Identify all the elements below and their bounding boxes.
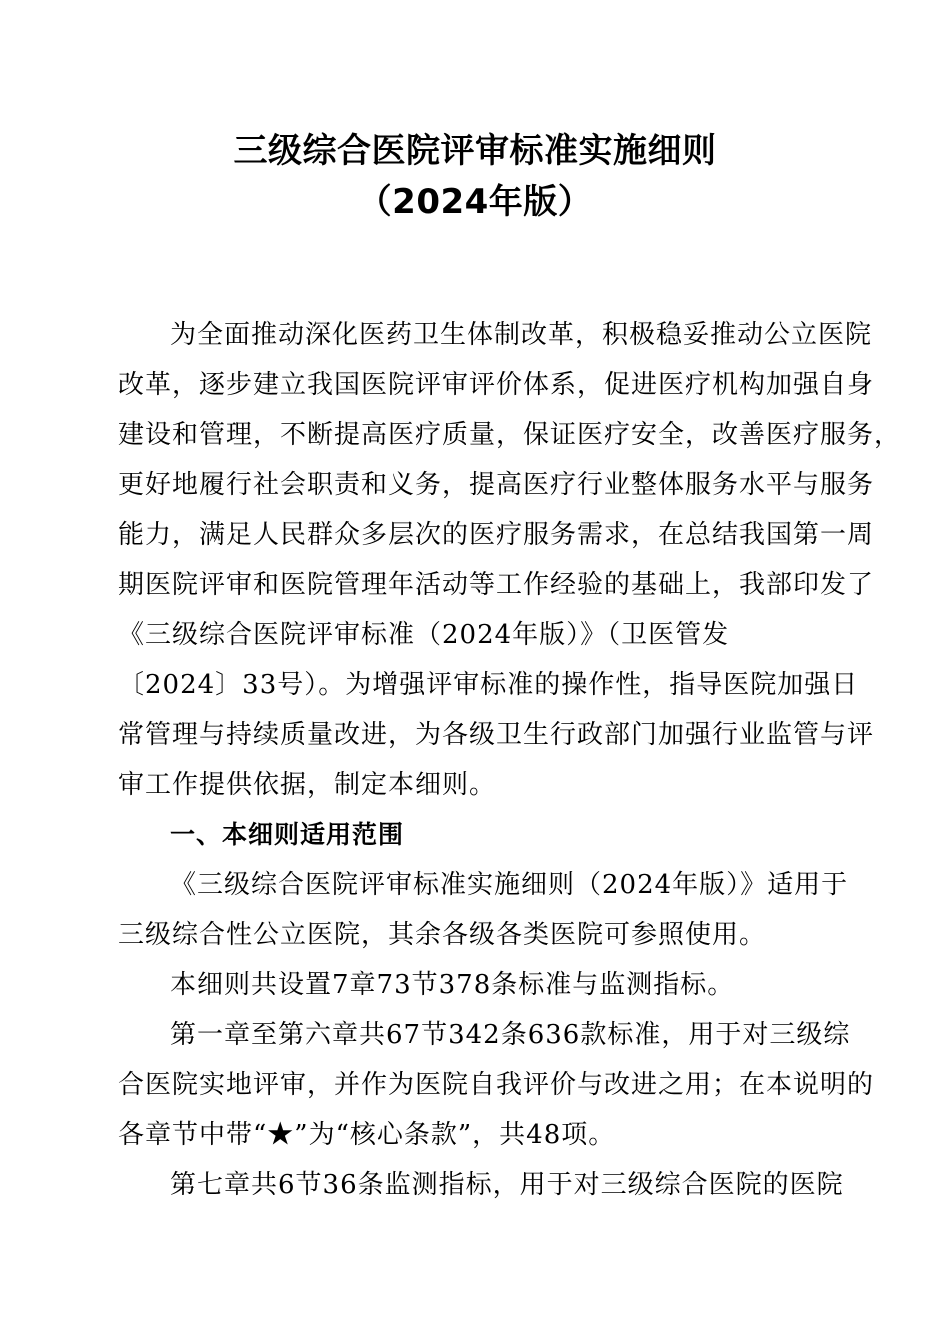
paragraph-line: 三级综合性公立医院，其余各级各类医院可参照使用。 <box>118 920 767 950</box>
document-subtitle: （2024年版） <box>357 182 593 222</box>
paragraph-line: 建设和管理，不断提高医疗质量，保证医疗安全，改善医疗服务， <box>118 420 902 450</box>
paragraph-line: 常管理与持续质量改进，为各级卫生行政部门加强行业监管与评 <box>118 720 875 750</box>
paragraph-line: 各章节中带“★”为“核心条款”，共48项。 <box>118 1120 616 1150</box>
paragraph-line: 能力，满足人民群众多层次的医疗服务需求，在总结我国第一周 <box>118 520 875 550</box>
document-title: 三级综合医院评审标准实施细则 <box>233 131 717 171</box>
paragraph-line: 《三级综合医院评审标准实施细则（2024年版）》适用于 <box>170 870 849 900</box>
paragraph-line: 第七章共6节36条监测指标，用于对三级综合医院的医院 <box>170 1170 844 1200</box>
paragraph-line: 改革，逐步建立我国医院评审评价体系，促进医疗机构加强自身 <box>118 370 875 400</box>
section-heading: 一、本细则适用范围 <box>170 820 405 849</box>
paragraph-line: 更好地履行社会职责和义务，提高医疗行业整体服务水平与服务 <box>118 470 875 500</box>
paragraph-line: 为全面推动深化医药卫生体制改革，积极稳妥推动公立医院 <box>170 320 873 350</box>
paragraph-line: 〔2024〕33号）。为增强评审标准的操作性，指导医院加强日 <box>118 670 859 700</box>
paragraph-line: 第一章至第六章共67节342条636款标准，用于对三级综 <box>170 1020 851 1050</box>
paragraph-line: 审工作提供依据，制定本细则。 <box>118 770 497 800</box>
paragraph-line: 期医院评审和医院管理年活动等工作经验的基础上，我部印发了 <box>118 570 875 600</box>
paragraph-line: 合医院实地评审，并作为医院自我评价与改进之用；在本说明的 <box>118 1070 875 1100</box>
paragraph-line: 《三级综合医院评审标准（2024年版）》（卫医管发 <box>118 620 730 650</box>
paragraph-line: 本细则共设置7章73节378条标准与监测指标。 <box>170 970 735 1000</box>
